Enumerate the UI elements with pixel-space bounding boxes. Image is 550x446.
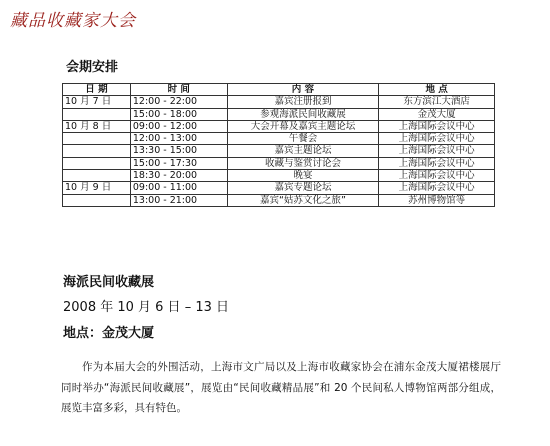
row-content: 嘉宾注册报到 [227,96,379,108]
row-content: 嘉宾专题论坛 [227,182,379,194]
schedule-table [62,83,495,207]
row-time: 18:30 - 20:00 [130,170,227,182]
conference-logo: 藏品收藏家大会 [10,11,136,31]
row-venue: 上海国际会议中心 [379,170,495,182]
table-row [63,157,495,169]
row-time: 12:00 - 13:00 [130,133,227,145]
header-date: 日 期 [63,84,131,96]
schedule-header-row [63,84,495,96]
row-date [63,157,131,169]
table-row [63,194,495,206]
row-venue: 东方滨江大酒店 [379,96,495,108]
row-date [63,108,131,120]
row-date: 10 月 7 日 [63,96,131,108]
row-time: 13:30 - 15:00 [130,145,227,157]
table-row [63,120,495,132]
exhibition-venue: 地点：金茂大厦 [63,326,155,341]
row-date [63,170,131,182]
row-venue: 上海国际会议中心 [379,182,495,194]
row-content: 参观海派民间收藏展 [227,108,379,120]
row-content: 午餐会 [227,133,379,145]
table-row [63,182,495,194]
table-row [63,96,495,108]
row-venue: 上海国际会议中心 [379,133,495,145]
exhibition-dates: 2008 年 10 月 6 日 – 13 日 [63,300,229,315]
exhibition-title: 海派民间收藏展 [63,275,155,290]
header-venue: 地 点 [379,84,495,96]
row-time: 12:00 - 22:00 [130,96,227,108]
row-content: 晚宴 [227,170,379,182]
schedule-title: 会期安排 [66,60,119,75]
row-date [63,145,131,157]
header-time: 时 间 [130,84,227,96]
row-date: 10 月 8 日 [63,120,131,132]
row-venue: 金茂大厦 [379,108,495,120]
row-time: 15:00 - 18:00 [130,108,227,120]
row-time: 09:00 - 12:00 [130,120,227,132]
row-date [63,133,131,145]
row-venue: 上海国际会议中心 [379,120,495,132]
row-date [63,194,131,206]
row-content: 大会开幕及嘉宾主题论坛 [227,120,379,132]
exhibition-description: 作为本届大会的外围活动，上海市文广局以及上海市收藏家协会在浦东金茂大厦裙楼展厅同时举办“海派民间收藏展”，展览由“民间收藏精品展”和 20 个民间私人博物馆两部分组成，展览丰富多彩，具有特色。 [61,361,501,414]
table-row [63,108,495,120]
header-content: 内 容 [227,84,379,96]
table-row [63,145,495,157]
row-time: 13:00 - 21:00 [130,194,227,206]
table-row [63,170,495,182]
row-venue: 苏州博物馆等 [379,194,495,206]
row-venue: 上海国际会议中心 [379,145,495,157]
row-content: 嘉宾“姑苏文化之旅” [227,194,379,206]
row-time: 09:00 - 11:00 [130,182,227,194]
row-time: 15:00 - 17:30 [130,157,227,169]
row-content: 收藏与鉴赏讨论会 [227,157,379,169]
row-date: 10 月 9 日 [63,182,131,194]
table-row [63,133,495,145]
row-venue: 上海国际会议中心 [379,157,495,169]
row-content: 嘉宾主题论坛 [227,145,379,157]
